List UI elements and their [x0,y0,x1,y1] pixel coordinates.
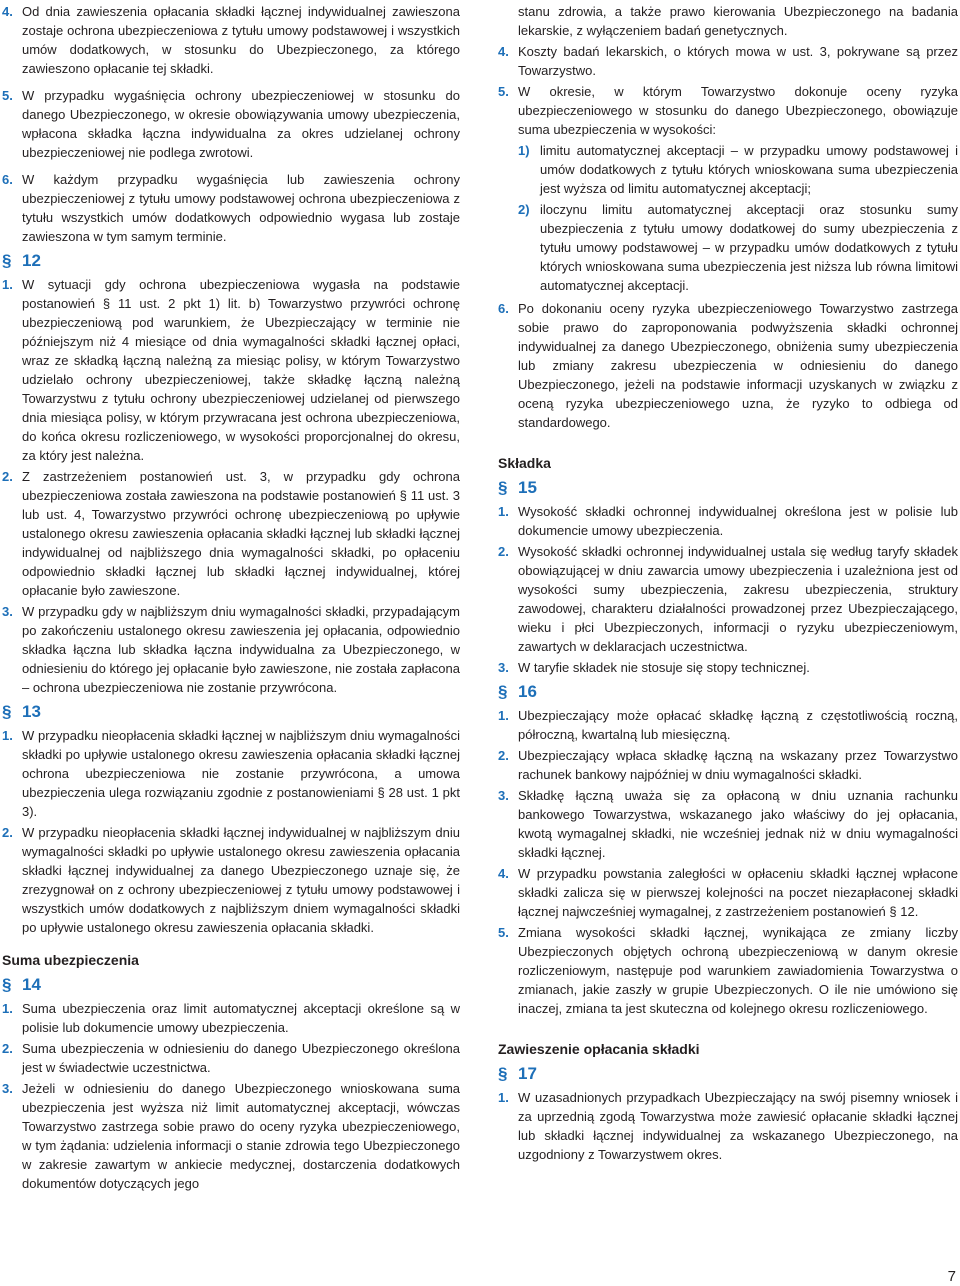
item-number: 6. [498,301,509,316]
section-sign: § [2,251,12,270]
item-number: 5. [498,84,509,99]
list-item [498,706,958,744]
item-text: Po dokonaniu oceny ryzyka ubezpieczeniowego Towarzystwo zastrzega sobie prawo do zaproponowania podwyższenia składki ochronnej indywidualnej za danego Ubezpieczonego, obniżenia sumy ubezpieczenia lub zmiany zakresu ubezpieczenia w odniesieniu do danego Ubezpieczonego, jeżeli na podstawie informacji uzyskanych w związku z oceną ryzyka ubezpieczeniowego uzna, że ryzyko to odbiega od standardowego. [518,301,958,430]
list-item [498,42,958,80]
item-number: 4. [498,866,509,881]
sub-item-number: 1) [518,143,530,158]
item-text: Suma ubezpieczenia w odniesieniu do danego Ubezpieczonego określona jest w świadectwie uczestnictwa. [22,1041,460,1075]
sub-item-text: iloczynu limitu automatycznej akceptacji oraz stosunku sumy ubezpieczenia z tytułu umowy dodatkowej do sumy ubezpieczenia z tytułu umowy podstawowej – w przypadku umów dodatkowych z tytułu których wnioskowana suma ubezpieczenia jest niższa lub równa limitowi automatycznej akceptacji. [540,202,958,293]
sub-item [518,200,958,295]
item-text: W każdym przypadku wygaśnięcia lub zawieszenia ochrony ubezpieczeniowej z tytułu umowy podstawowej ochrona ubezpieczeniowa z tytułu wszystkich umów dodatkowych odpowiednio wygasa lub zostaje zawieszona w tym samym terminie. [22,172,460,244]
list-item-continued [498,2,958,40]
paragraph-heading-14 [2,975,460,994]
list-item [2,823,460,937]
item-text: Zmiana wysokości składki łącznej, wynikająca ze zmiany liczby Ubezpieczonych objętych ochroną ubezpieczeniową w danym okresie rozliczeniowym, następuje pod warunkiem zawiadomienia Towarzystwa o zmianach, jakie zaszły w grupie Ubezpieczonych. O ile nie umówiono się inaczej, zmiana ta jest skuteczna od kolejnego okresu rozliczeniowego. [518,925,958,1016]
list-item [2,1079,460,1193]
list-item [2,999,460,1037]
item-text: Ubezpieczający wpłaca składkę łączną na wskazany przez Towarzystwo rachunek bankowy najpóźniej w dniu wymagalności składki. [518,748,958,782]
list-item [2,86,460,162]
item-text: W przypadku nieopłacenia składki łącznej w najbliższym dniu wymagalności składki po upływie ustalonego okresu zawieszenia opłacania składki łącznej ochrona ubezpieczeniowa nie zostanie przywrócona, a umowa ubezpieczenia ulega rozwiązaniu zgodnie z postanowieniami § 28 ust. 1 pkt 3). [22,728,460,819]
item-number: 1. [2,1001,13,1016]
item-text: W sytuacji gdy ochrona ubezpieczeniowa wygasła na podstawie postanowień § 11 ust. 2 pkt 1) lit. b) Towarzystwo przywróci ochronę ubezpieczeniową pod warunkiem, że Ubezpieczający w terminie nie późniejszym niż 4 miesiące od dnia wymagalności składki łącznej opłaci, wraz ze składką łączną należną za miesiąc polisy, w którym Towarzystwo udzielało ochrony ubezpieczeniowej, także składkę łączną należną Towarzystwu z tytułu ochrony ubezpieczeniowej udzielanej od pierwszego dnia miesiąca polisy, w którym przywracana jest ochrona ubezpieczeniowa, do końca okresu rozliczeniowego, w wysokości proporcjonalnej do okresu, za który jest należna. [22,277,460,463]
list-item [2,467,460,600]
paragraph-number: 15 [518,478,537,497]
item-number: 1. [498,504,509,519]
list-item [2,275,460,465]
section-sign: § [498,478,508,497]
section-title-skladka: Składka [498,455,551,471]
list-item [498,746,958,784]
item-text: W przypadku nieopłacenia składki łącznej indywidualnej w najbliższym dniu wymagalności składki po upływie ustalonego okresu zawieszenia opłacania składki łącznej indywidualnej za danego Ubezpieczonego uznaje się, że zrezygnował on z ochrony ubezpieczeniowej z tytułu umowy podstawowej i wszystkich umów dodatkowych z najbliższym dniem wymagalności składki po upływie ustalonego okresu zawieszenia opłacania składki. [22,825,460,935]
item-number: 2. [498,544,509,559]
section-sign: § [2,702,12,721]
item-number: 2. [2,825,13,840]
list-item [498,786,958,862]
item-number: 3. [498,788,509,803]
item-number: 2. [2,1041,13,1056]
sub-item-number: 2) [518,202,530,217]
item-number: 1. [2,728,13,743]
paragraph-heading-17 [498,1064,958,1083]
item-text: Składkę łączną uważa się za opłaconą w dniu uznania rachunku bankowego Towarzystwa, wskazanego jako właściwy do jej opłacania, kwotą wymagalnej składki, nie wcześniej jednak niż w dniu wymagalności składki łącznej. [518,788,958,860]
item-text: Z zastrzeżeniem postanowień ust. 3, w przypadku gdy ochrona ubezpieczeniowa została zawieszona na podstawie postanowień § 11 ust. 3 lub ust. 4, Towarzystwo przywróci ochronę ubezpieczeniową po upływie ustalonego okresu zawieszenia opłacania składki łącznej lub składki łącznej indywidualnej od najbliższego dnia wymagalności składki, po opłaceniu odpowiednio składki łącznej lub składki łącznej indywidualnej, której opłacanie było zawieszone. [22,469,460,598]
list-item [498,542,958,656]
item-number: 5. [498,925,509,940]
item-number: 3. [498,660,509,675]
item-number: 1. [498,708,509,723]
left-column [2,2,460,1195]
item-number: 2. [2,469,13,484]
list-item [498,1088,958,1164]
item-text: W przypadku powstania zaległości w opłaceniu składki łącznej wpłacone składki zalicza się w pierwszej kolejności na poczet niezapłaconej składki łącznej najwcześniej wymagalnej, z zastrzeżeniem postanowień § 12. [518,866,958,919]
list-item [2,726,460,821]
list-item [498,299,958,432]
list-item [2,2,460,78]
list-item [2,602,460,697]
item-number: 1. [498,1090,509,1105]
sub-list [518,141,958,295]
item-text: W taryfie składek nie stosuje się stopy technicznej. [518,660,810,675]
list-item [498,923,958,1018]
item-text: W uzasadnionych przypadkach Ubezpieczający na swój pisemny wniosek i za uprzednią zgodą Towarzystwa może zawiesić opłacanie składki łącznej lub składki łącznej indywidualnej za wskazanego Ubezpieczonego, na uzgodniony z Towarzystwem okres. [518,1090,958,1162]
item-number: 3. [2,604,13,619]
item-text: W przypadku gdy w najbliższym dniu wymagalności składki, przypadającym po zakończeniu ustalonego okresu zawieszenia jej opłacania, odpowiednio składka łączna lub składka łączna indywidualna za Ubezpieczonego, w odniesieniu do którego jej opłacanie było zawieszone, nie została zapłacona – ochrona ubezpieczeniowa nie zostanie przywrócona. [22,604,460,695]
paragraph-number: 13 [22,702,41,721]
section-sign: § [498,682,508,701]
paragraph-number: 14 [22,975,41,994]
paragraph-number: 16 [518,682,537,701]
paragraph-number: 17 [518,1064,537,1083]
item-text: Ubezpieczający może opłacać składkę łączną z częstotliwością roczną, półroczną, kwartalną lub miesięczną. [518,708,958,742]
list-item [498,502,958,540]
paragraph-heading-15 [498,478,958,497]
item-number: 1. [2,277,13,292]
list-item [2,170,460,246]
list-item [498,864,958,921]
page-number: 7 [947,1268,956,1285]
item-text: Suma ubezpieczenia oraz limit automatycznej akceptacji określone są w polisie lub dokumencie umowy ubezpieczenia. [22,1001,460,1035]
list-item [498,82,958,297]
item-number: 5. [2,88,13,103]
paragraph-heading-12 [2,251,460,270]
item-number: 3. [2,1081,13,1096]
item-text: stanu zdrowia, a także prawo kierowania Ubezpieczonego na badania lekarskie, z wyłączeniem badań genetycznych. [518,4,958,38]
section-sign: § [2,975,12,994]
item-number: 4. [2,4,13,19]
item-number: 4. [498,44,509,59]
item-number: 2. [498,748,509,763]
item-text: Wysokość składki ochronnej indywidualnej określona jest w polisie lub dokumencie umowy ubezpieczenia. [518,504,958,538]
item-text: Od dnia zawieszenia opłacania składki łącznej indywidualnej zawieszona zostaje ochrona ubezpieczeniowa z tytułu umowy podstawowej i wszystkich umów dodatkowych, w stosunku do Ubezpieczonego, za którego zawieszono opłacanie tej składki. [22,4,460,76]
sub-item-text: limitu automatycznej akceptacji – w przypadku umowy podstawowej i umów dodatkowych z tytułu których wnioskowana suma ubezpieczenia jest wyższa od limitu automatycznej akceptacji; [540,143,958,196]
item-text: Koszty badań lekarskich, o których mowa w ust. 3, pokrywane są przez Towarzystwo. [518,44,958,78]
item-number: 6. [2,172,13,187]
item-text: W okresie, w którym Towarzystwo dokonuje oceny ryzyka ubezpieczeniowego w stosunku do danego Ubezpieczonego, obowiązuje suma ubezpieczenia w wysokości: [518,84,958,137]
list-item [2,1039,460,1077]
section-title-zawieszenie: Zawieszenie opłacania składki [498,1041,700,1057]
right-column [498,2,958,1166]
paragraph-heading-16 [498,682,958,701]
item-text: Jeżeli w odniesieniu do danego Ubezpieczonego wnioskowana suma ubezpieczenia jest wyższa niż limit automatycznej akceptacji, wówczas Towarzystwo zastrzega sobie prawo do oceny ryzyka ubezpieczeniowego, w tym żądania: udzielenia informacji o stanie zdrowia tego Ubezpieczonego w zakresie zawartym w ankiecie medycznej, dostarczenia dodatkowych dokumentów dotyczących jego [22,1081,460,1191]
item-text: W przypadku wygaśnięcia ochrony ubezpieczeniowej w stosunku do danego Ubezpieczonego, w okresie obowiązywania umowy ubezpieczenia, wpłacona składka łączna indywidualna za okres udzielanej ochrony ubezpieczeniowej nie podlega zwrotowi. [22,88,460,160]
item-text: Wysokość składki ochronnej indywidualnej ustala się według taryfy składek obowiązującej w dniu zawarcia umowy ubezpieczenia i uzależniona jest od wysokości sumy ubezpieczenia, zakresu ubezpieczenia, struktury zawodowej, charakteru działalności prowadzonej przez Ubezpieczającego, wieku i płci Ubezpieczonych, informacji o ryzyku ubezpieczeniowym, zawartych w deklaracjach uczestnictwa. [518,544,958,654]
list-item [498,658,958,677]
paragraph-heading-13 [2,702,460,721]
sub-item [518,141,958,198]
paragraph-number: 12 [22,251,41,270]
section-title-suma: Suma ubezpieczenia [2,952,139,968]
section-sign: § [498,1064,508,1083]
